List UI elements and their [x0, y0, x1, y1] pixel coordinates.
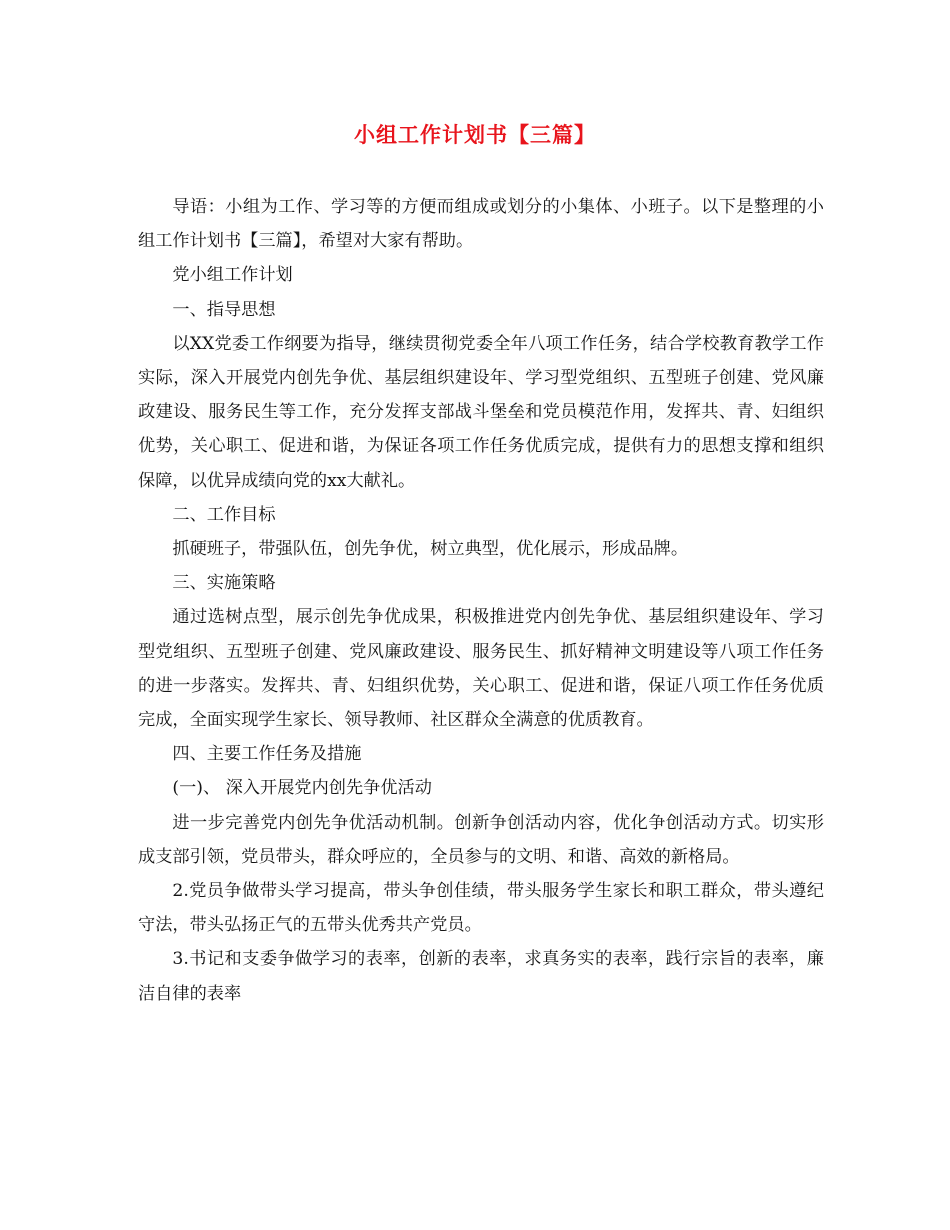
paragraph-item-3: 3.书记和支委争做学习的表率，创新的表率，求真务实的表率，践行宗旨的表率，廉洁自律的表率 [138, 949, 824, 1004]
document-title: 小组工作计划书【三篇】 [354, 122, 596, 147]
document-body [138, 190, 824, 1011]
heading-guiding-ideology: 一、指导思想 [172, 299, 276, 320]
intro-paragraph: 导语：小组为工作、学习等的方便而组成或划分的小集体、小班子。以下是整理的小组工作计划书【三篇】，希望对大家有帮助。 [138, 197, 824, 252]
paragraph-guiding-ideology: 以XX党委工作纲要为指导，继续贯彻党委全年八项工作任务，结合学校教育教学工作实际，深入开展党内创先争优、基层组织建设年、学习型党组织、五型班子创建、党风廉政建设、服务民生等工作，充分发挥支部战斗堡垒和党员模范作用，发挥共、青、妇组织优势，关心职工、促进和谐，为保证各项工作任务优质完成，提供有力的思想支撑和组织保障，以优异成绩向党的xx大献礼。 [138, 333, 824, 491]
paragraph-implementation-strategy: 通过选树点型，展示创先争优成果，积极推进党内创先争优、基层组织建设年、学习型党组织、五型班子创建、党风廉政建设、服务民生、抓好精神文明建设等八项工作任务的进一步落实。发挥共、青、妇组织优势，关心职工、促进和谐，保证八项工作任务优质完成，全面实现学生家长、领导教师、社区群众全满意的优质教育。 [138, 607, 824, 731]
section-heading-party-plan: 党小组工作计划 [172, 265, 293, 286]
heading-work-goals: 二、工作目标 [172, 504, 276, 525]
paragraph-activity-mechanism: 进一步完善党内创先争优活动机制。创新争创活动内容，优化争创活动方式。切实形成支部引领，党员带头，群众呼应的，全员参与的文明、和谐、高效的新格局。 [138, 812, 824, 867]
heading-implementation-strategy: 三、实施策略 [172, 573, 276, 594]
heading-main-tasks: 四、主要工作任务及措施 [172, 744, 362, 765]
paragraph-work-goals: 抓硬班子，带强队伍，创先争优，树立典型，优化展示，形成品牌。 [172, 539, 689, 560]
paragraph-item-2: 2.党员争做带头学习提高，带头争创佳绩，带头服务学生家长和职工群众，带头遵纪守法，带头弘扬正气的五带头优秀共产党员。 [138, 881, 824, 936]
subheading-activity-one: (一)、 深入开展党内创先争优活动 [172, 778, 432, 799]
